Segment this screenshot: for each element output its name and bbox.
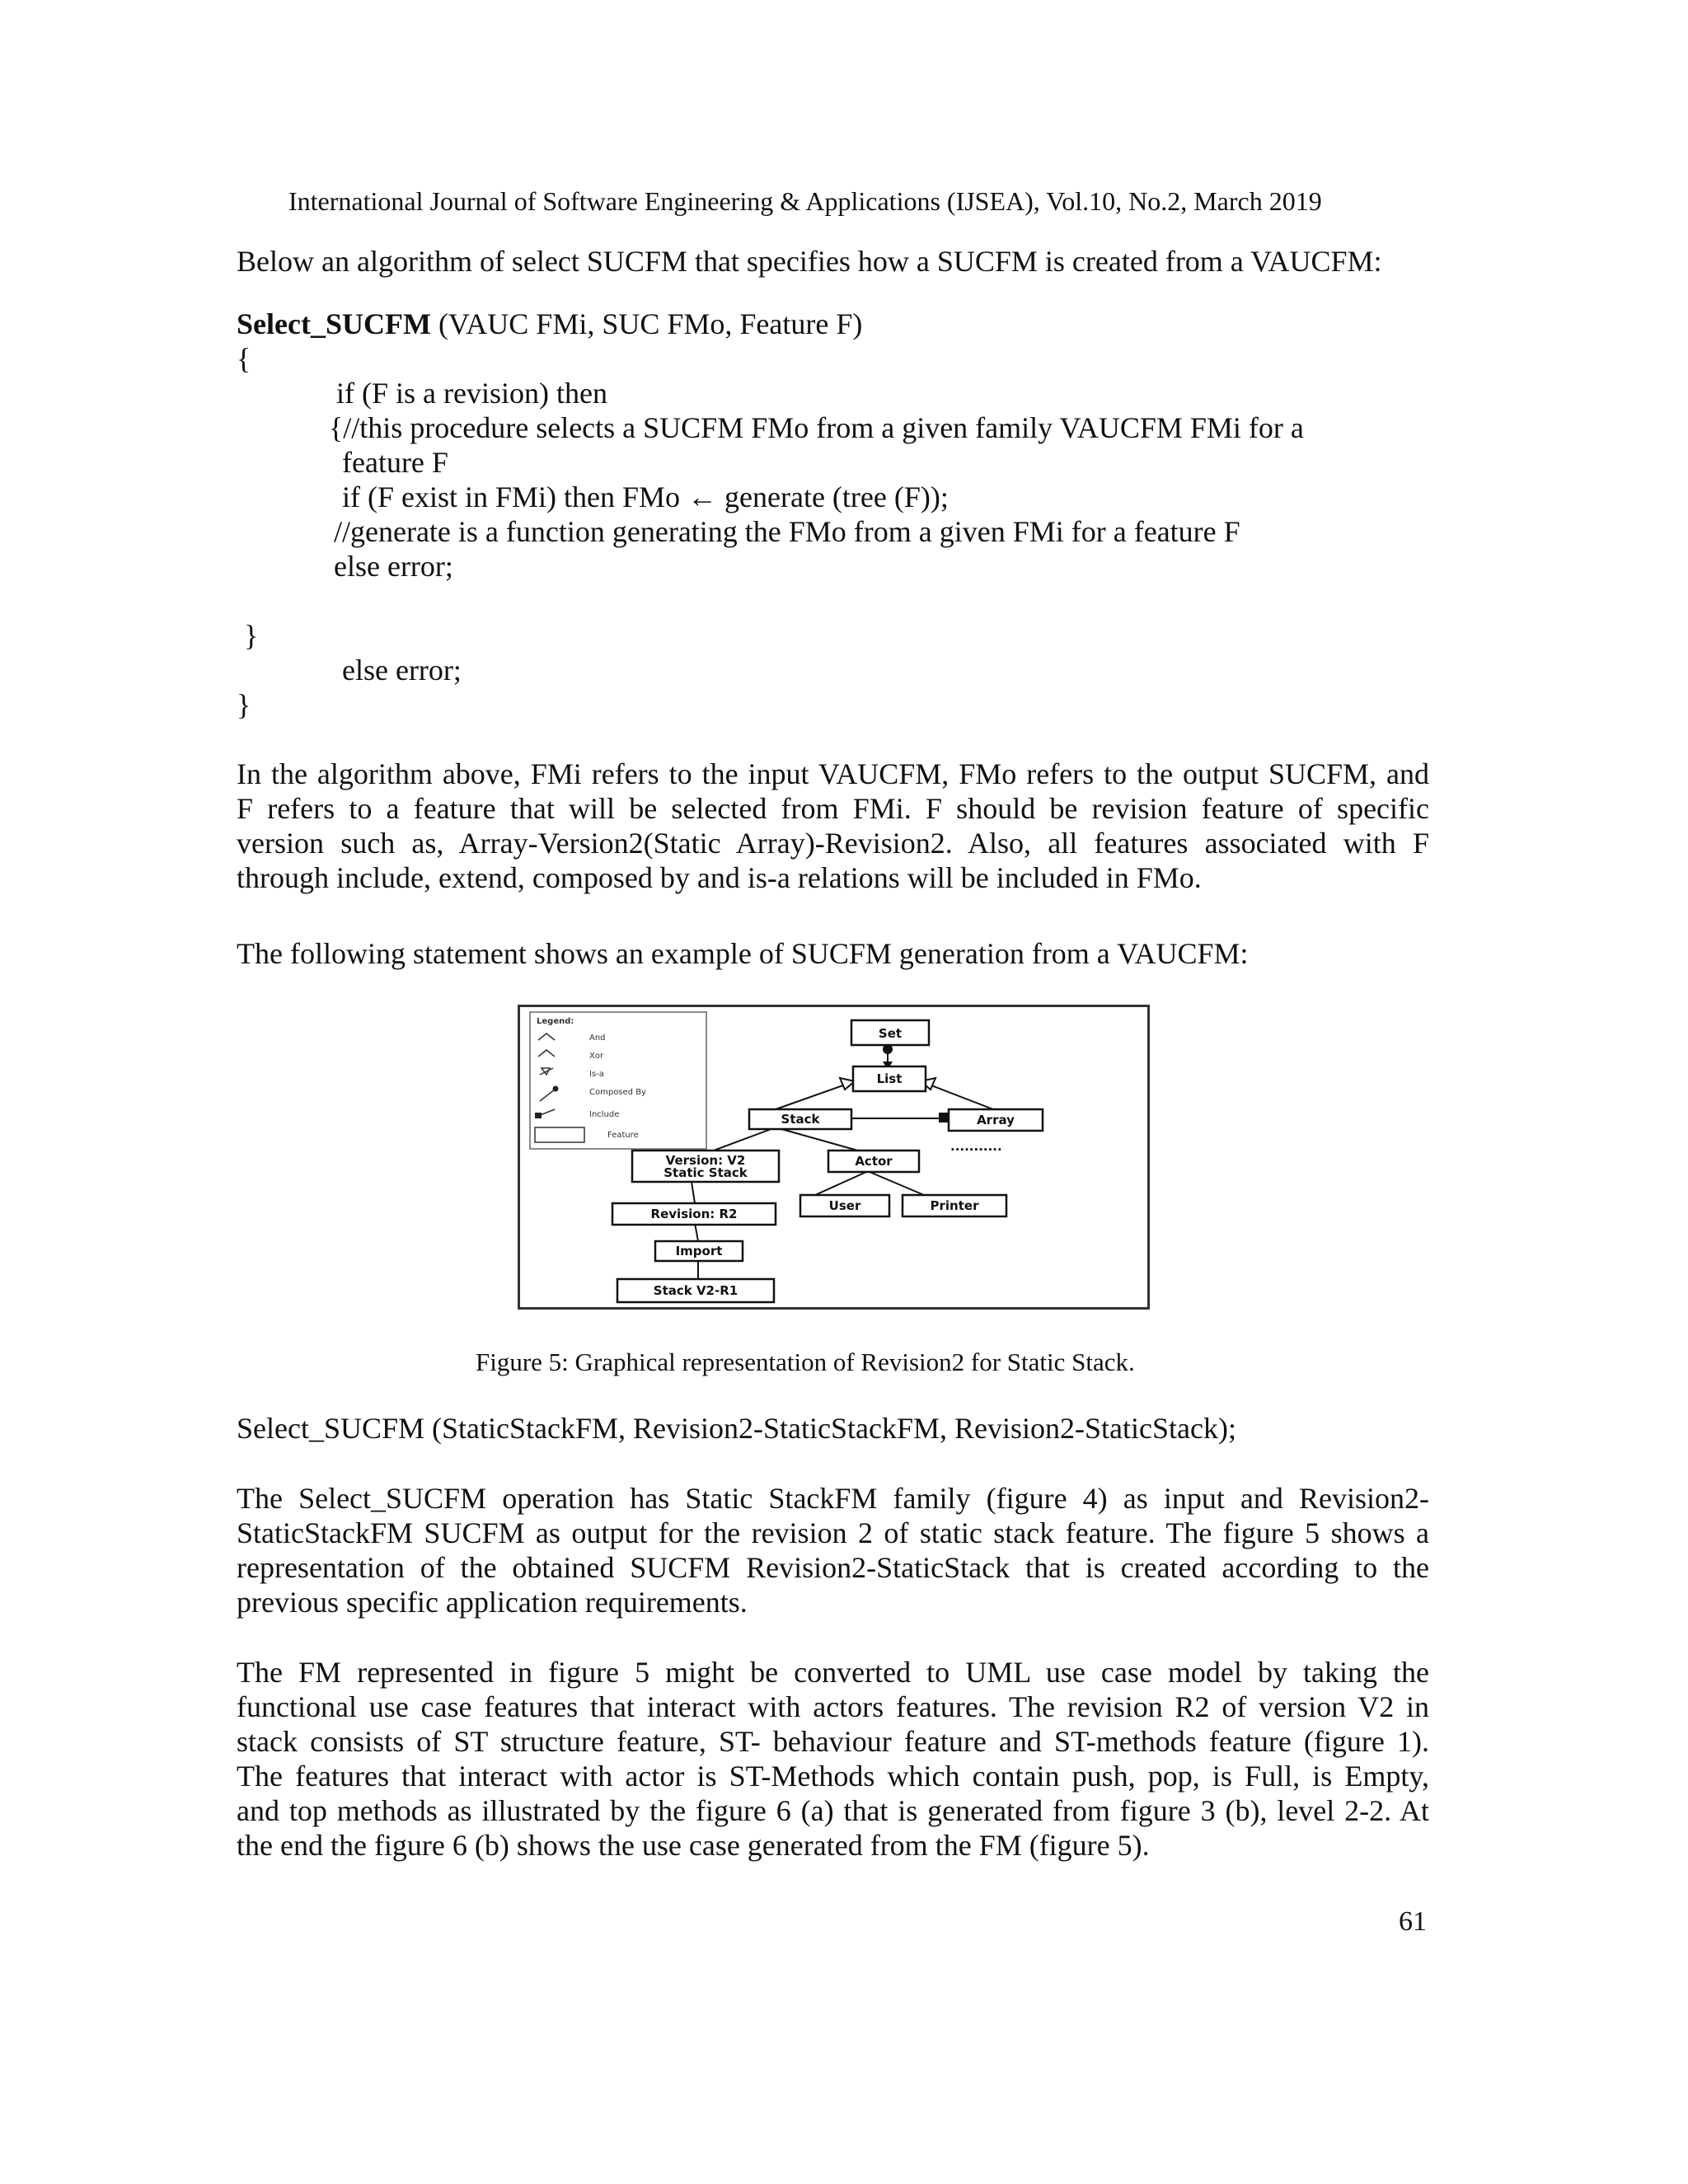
paragraph-use-case-conversion — [237, 1655, 1429, 1863]
text-line: version such as, Array-Version2(Static Array)-Revision2. Also, all features associated with F — [237, 827, 1429, 860]
text-line: functional use case features that interact with actors features. The revision R2 of version V2 in — [237, 1690, 1429, 1723]
text-line: stack consists of ST structure feature, ST- behaviour feature and ST-methods feature (figure 1). — [237, 1725, 1429, 1758]
node-version-line1: Version: V2 — [665, 1153, 746, 1168]
node-array-label: Array — [977, 1113, 1015, 1127]
text-line: through include, extend, composed by and is-a relations will be included in FMo. — [237, 861, 1202, 894]
text-line: The features that interact with actor is ST-Methods which contain push, pop, is Full, is Empty, — [237, 1760, 1429, 1793]
algorithm-line: {//this procedure selects a SUCFM FMo from a given family VAUCFM FMi for a — [329, 411, 1304, 444]
node-stack-v2-r1-label: Stack V2-R1 — [653, 1283, 738, 1298]
node-revision-label: Revision: R2 — [650, 1207, 738, 1221]
legend-title: Legend: — [537, 1017, 574, 1026]
algorithm-comment: //generate is a function generating the FMo from a given FMi for a feature F — [334, 515, 1240, 548]
algorithm-line: if (F is a revision) then — [336, 377, 607, 410]
text-line: StaticStackFM SUCFM as output for the revision 2 of static stack feature. The figure 5 shows a — [237, 1516, 1429, 1549]
node-import-label: Import — [675, 1244, 723, 1258]
text-line: previous specific application requirements. — [237, 1586, 748, 1619]
text-line: The FM represented in figure 5 might be converted to UML use case model by taking the — [237, 1656, 1429, 1689]
intro-text: Below an algorithm of select SUCFM that specifies how a SUCFM is created from a VAUCFM: — [237, 245, 1382, 278]
figure-feature-model — [518, 1005, 1150, 1310]
algorithm-line: else error; — [334, 550, 453, 583]
text-line: and top methods as illustrated by the figure 6 (a) that is generated from figure 3 (b), level 2-2. At — [237, 1794, 1429, 1827]
node-list-label: List — [876, 1071, 903, 1086]
legend-is-a: Is-a — [589, 1070, 604, 1079]
algorithm-close-brace: } — [237, 688, 251, 721]
legend-xor: Xor — [589, 1052, 604, 1061]
legend-include: Include — [589, 1110, 620, 1119]
node-stack-label: Stack — [781, 1112, 820, 1127]
paragraph-operation-description — [237, 1481, 1429, 1619]
node-actor-label: Actor — [855, 1154, 893, 1169]
node-set-label: Set — [878, 1026, 903, 1041]
running-header: International Journal of Software Engineering & Applications (IJSEA), Vol.10, No.2, March 2019 — [288, 186, 1322, 216]
paragraph-example-intro: The following statement shows an example of SUCFM generation from a VAUCFM: — [237, 937, 1249, 970]
algorithm-signature — [237, 307, 862, 341]
node-user-label: User — [828, 1198, 861, 1213]
node-printer-label: Printer — [930, 1198, 979, 1213]
node-version-line2: Static Stack — [663, 1165, 748, 1180]
text-line: The Select_SUCFM operation has Static StackFM family (figure 4) as input and Revision2- — [237, 1482, 1429, 1515]
algorithm-line: if (F exist in FMi) then FMo ← generate (tree (F)); — [342, 480, 949, 513]
legend-feature: Feature — [607, 1131, 639, 1140]
legend-composed-by: Composed By — [589, 1088, 646, 1097]
algorithm-line: else error; — [342, 654, 462, 687]
text-line: the end the figure 6 (b) shows the use case generated from the FM (figure 5). — [237, 1829, 1150, 1862]
algorithm-line: feature F — [342, 446, 448, 479]
legend-and: And — [589, 1033, 606, 1043]
algorithm-name: Select_SUCFM — [237, 307, 431, 340]
text-line: In the algorithm above, FMi refers to the input VAUCFM, FMo refers to the output SUCFM, and — [237, 757, 1429, 790]
algorithm-params: (VAUC FMi, SUC FMo, Feature F) — [430, 307, 863, 340]
select-statement: Select_SUCFM (StaticStackFM, Revision2-StaticStackFM, Revision2-StaticStack); — [237, 1412, 1236, 1445]
algorithm-open-brace: { — [237, 342, 251, 375]
node-ellipsis: ........... — [950, 1139, 1002, 1154]
figure-caption: Figure 5: Graphical representation of Revision2 for Static Stack. — [476, 1347, 1135, 1376]
feature-icon — [535, 1127, 584, 1142]
feature-model-diagram — [520, 1007, 1147, 1307]
algorithm-close-brace: } — [244, 619, 259, 652]
paragraph-algorithm-explanation — [237, 757, 1429, 895]
text-line: F refers to a feature that will be selected from FMi. F should be revision feature of specific — [237, 792, 1429, 825]
page-number: 61 — [1399, 1906, 1427, 1937]
text-line: representation of the obtained SUCFM Revision2-StaticStack that is created according to the — [237, 1551, 1429, 1584]
